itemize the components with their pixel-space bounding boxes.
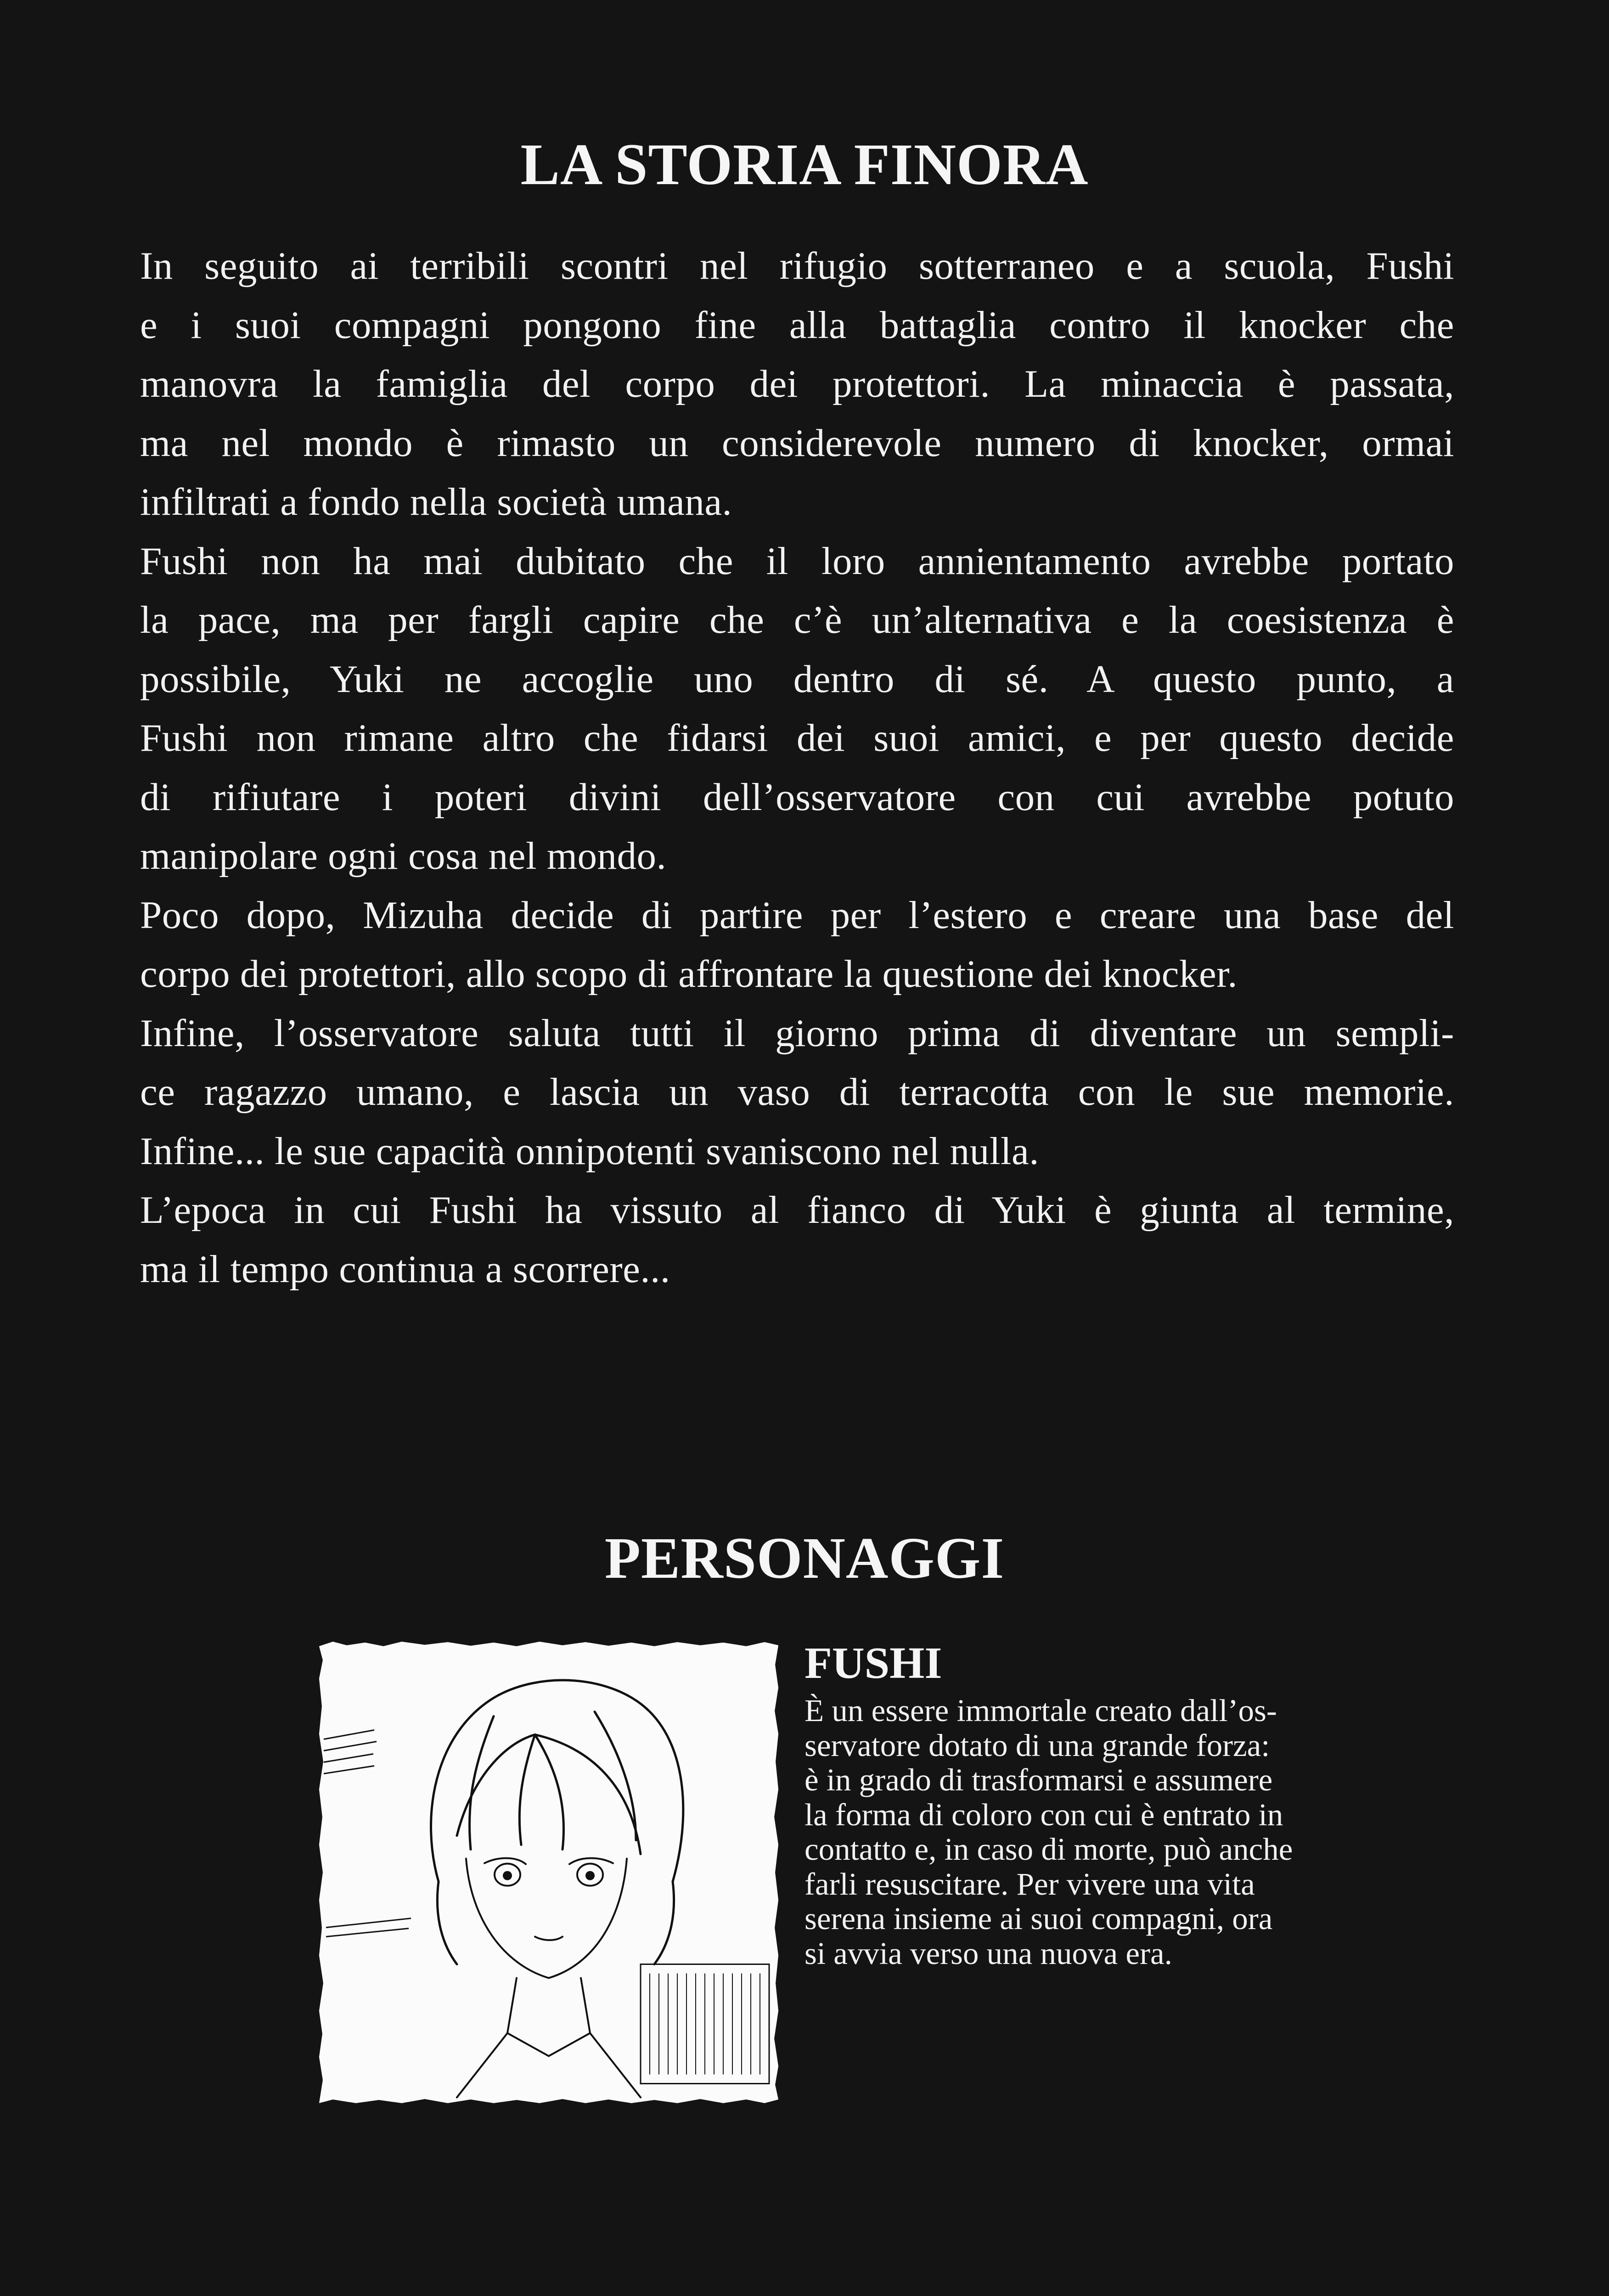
story-line: L’epoca in cui Fushi ha vissuto al fianco di Yuki è giunta al termine, bbox=[140, 1188, 1454, 1232]
story-line: Fushi non rimane altro che fidarsi dei suoi amici, e per questo decide bbox=[140, 716, 1454, 760]
story-line: di rifiutare i poteri divini dell’osservatore con cui avrebbe potuto bbox=[140, 775, 1454, 819]
story-line: ma nel mondo è rimasto un considerevole numero di knocker, ormai bbox=[140, 421, 1454, 465]
story-text bbox=[140, 236, 1454, 1299]
story-line: Fushi non ha mai dubitato che il loro annientamento avrebbe portato bbox=[140, 539, 1454, 583]
story-line: e i suoi compagni pongono fine alla battaglia contro il knocker che bbox=[140, 303, 1454, 347]
character-entry-fushi bbox=[804, 1637, 1447, 1971]
story-line: possibile, Yuki ne accoglie uno dentro di sé. A questo punto, a bbox=[140, 657, 1454, 701]
description-line: farli resuscitare. Per vivere una vita bbox=[804, 1866, 1255, 1902]
story-line: Infine, l’osservatore saluta tutti il giorno prima di diventare un sempli- bbox=[140, 1011, 1454, 1055]
story-line: Infine... le sue capacità onnipotenti svaniscono nel nulla. bbox=[140, 1129, 1039, 1173]
story-line: manovra la famiglia del corpo dei protettori. La minaccia è passata, bbox=[140, 362, 1454, 405]
story-line: ce ragazzo umano, e lascia un vaso di terracotta con le sue memorie. bbox=[140, 1070, 1454, 1114]
description-line: servatore dotato di una grande forza: bbox=[804, 1728, 1270, 1763]
character-portrait-fushi bbox=[319, 1642, 778, 2103]
story-title: LA STORIA FINORA bbox=[520, 132, 1089, 197]
description-line: serena insieme ai suoi compagni, ora bbox=[804, 1901, 1273, 1936]
story-line: manipolare ogni cosa nel mondo. bbox=[140, 834, 667, 878]
character-description bbox=[804, 1694, 1447, 1971]
description-line: la forma di coloro con cui è entrato in bbox=[804, 1797, 1283, 1832]
characters-title: PERSONAGGI bbox=[604, 1525, 1005, 1591]
story-line: infiltrati a fondo nella società umana. bbox=[140, 480, 732, 523]
description-line: È un essere immortale creato dall’os- bbox=[804, 1693, 1277, 1728]
story-line: ma il tempo continua a scorrere... bbox=[140, 1247, 670, 1291]
character-name: FUSHI bbox=[804, 1638, 942, 1688]
description-line: si avvia verso una nuova era. bbox=[804, 1936, 1172, 1971]
story-line: Poco dopo, Mizuha decide di partire per l’estero e creare una base del bbox=[140, 893, 1454, 937]
story-line: In seguito ai terribili scontri nel rifugio sotterraneo e a scuola, Fushi bbox=[140, 244, 1454, 287]
story-line: corpo dei protettori, allo scopo di affrontare la questione dei knocker. bbox=[140, 952, 1238, 996]
description-line: contatto e, in caso di morte, può anche bbox=[804, 1832, 1293, 1867]
description-line: è in grado di trasformarsi e assumere bbox=[804, 1762, 1273, 1797]
story-line: la pace, ma per fargli capire che c’è un’alternativa e la coesistenza è bbox=[140, 598, 1454, 642]
portrait-illustration bbox=[319, 1642, 778, 2103]
